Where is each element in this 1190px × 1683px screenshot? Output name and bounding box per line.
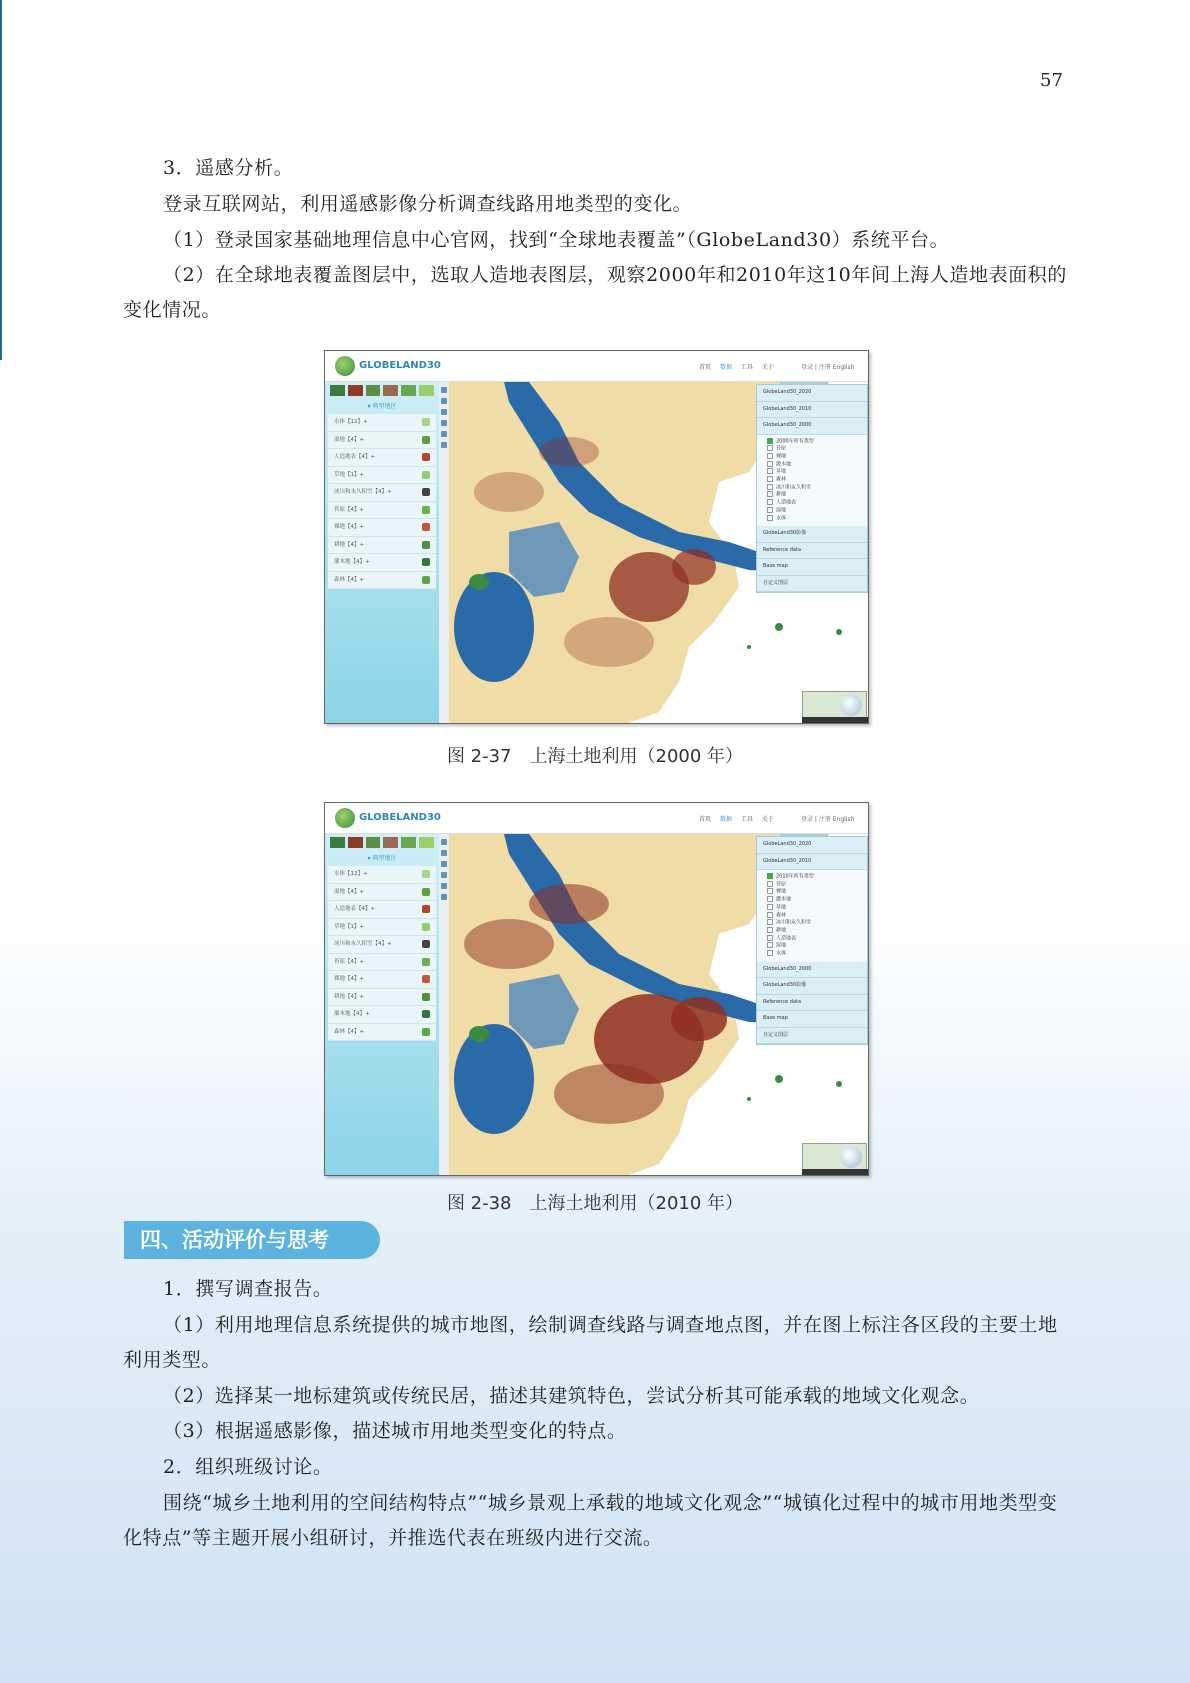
nav-data[interactable]: 数据	[719, 364, 732, 371]
overview-map[interactable]	[802, 1143, 867, 1172]
paragraph-task-1: 1．撰写调查报告。	[163, 1278, 333, 1300]
checklist-item[interactable]	[767, 904, 861, 912]
checklist-item[interactable]	[767, 515, 861, 523]
layer-label: 森林【4】+	[334, 1028, 365, 1035]
checkbox-icon	[767, 476, 773, 482]
layer-item[interactable]	[328, 519, 436, 537]
checkbox-icon	[767, 445, 773, 451]
panel-header[interactable]: 自定义图层	[757, 1028, 867, 1045]
layer-label: 人造地表【4】+	[334, 906, 376, 912]
layer-list	[328, 866, 436, 1041]
checklist-item[interactable]	[767, 950, 861, 958]
checklist-label: 冰川和永久积雪	[776, 484, 812, 491]
figure-screenshot-2000	[324, 350, 869, 724]
app-logo-text: GLOBELAND30	[359, 360, 441, 371]
checklist-label: 湿地	[776, 507, 787, 514]
nav-tools[interactable]: 工具	[740, 364, 753, 371]
checklist-label: 耕地	[776, 491, 787, 498]
layer-item[interactable]	[328, 919, 436, 937]
layer-item[interactable]	[328, 971, 436, 989]
section-heading: 四、活动评价与思考	[124, 1221, 380, 1259]
checkbox-icon	[767, 942, 773, 948]
layer-label: 草地【1】+	[334, 923, 365, 930]
checklist-item[interactable]	[767, 484, 861, 492]
paragraph-task-2-body: 围绕“城乡土地利用的空间结构特点”“城乡景观上承载的地域文化观念”“城镇化过程中的城市用地类型变化特点”等主题开展小组研讨，并推选代表在班级内进行交流。	[123, 1492, 1058, 1549]
layer-item[interactable]	[328, 954, 436, 972]
panel-header[interactable]: GlobeLand30_2000	[757, 962, 867, 979]
globe-logo-icon	[335, 808, 355, 828]
checkbox-icon	[767, 499, 773, 505]
legend-swatches	[325, 382, 439, 399]
panel-header[interactable]: GlobeLand30影像	[757, 978, 867, 995]
checklist-item[interactable]	[767, 888, 861, 896]
zoom-in-icon[interactable]	[441, 387, 447, 393]
checkbox-icon	[767, 935, 773, 941]
auth-links[interactable]: 登录 | 注册 English	[801, 816, 855, 823]
pan-icon[interactable]	[441, 861, 447, 867]
sidebar-title[interactable]: ▾ 典型地区	[367, 855, 397, 862]
checklist-label: 冰川和永久积雪	[776, 919, 812, 926]
layer-panel	[756, 836, 868, 1045]
measure-icon[interactable]	[441, 420, 447, 426]
checkbox-icon	[767, 927, 773, 933]
checklist-item[interactable]	[767, 461, 861, 469]
checklist-label: 人造地表	[776, 499, 797, 506]
page-edge-bar	[0, 0, 2, 360]
checklist-label: 耕地	[776, 927, 787, 934]
bareland-icon	[422, 523, 430, 531]
panel-header[interactable]: GlobeLand30_2000	[757, 418, 867, 435]
app-nav	[699, 814, 781, 823]
layer-item[interactable]	[328, 1024, 436, 1042]
auth-links[interactable]: 登录 | 注册 English	[801, 364, 855, 371]
water-icon	[422, 870, 430, 878]
layer-label: 灌木地【4】+	[334, 559, 370, 565]
checklist-label: 裸地	[776, 888, 787, 895]
forest-icon	[422, 1028, 430, 1036]
nav-home[interactable]: 首页	[699, 816, 712, 823]
checkbox-icon	[767, 491, 773, 497]
checklist-label: 水体	[776, 515, 787, 522]
panel-header[interactable]: GlobeLand30影像	[757, 526, 867, 543]
checkbox-icon	[767, 912, 773, 918]
shrub-icon	[422, 558, 430, 566]
checklist-label: 灌木地	[776, 896, 792, 903]
paragraph-task-2: 2．组织班级讨论。	[163, 1456, 333, 1478]
wetland-icon	[422, 436, 430, 444]
panel-header[interactable]: Base map	[757, 1011, 867, 1028]
zoom-out-icon[interactable]	[441, 398, 447, 404]
paragraph-step-1: （1）登录国家基础地理信息中心官网，找到“全球地表覆盖”（GlobeLand30）系统平台。	[163, 229, 950, 251]
paragraph-task-1-3: （3）根据遥感影像，描述城市用地类型变化的特点。	[163, 1420, 627, 1442]
layer-label: 人造地表【4】+	[334, 454, 376, 460]
map-toolbar	[439, 834, 449, 1175]
panel-header[interactable]: GlobeLand30_2010	[757, 854, 867, 871]
checklist-item[interactable]	[767, 881, 861, 889]
paragraph-task-1-2: （2）选择某一地标建筑或传统民居，描述其建筑特色，尝试分析其可能承载的地域文化观念。	[163, 1385, 980, 1407]
nav-data[interactable]: 数据	[719, 816, 732, 823]
panel-header[interactable]: GlobeLand30_2020	[757, 385, 867, 402]
type-checklist	[757, 870, 867, 962]
panel-header[interactable]: GlobeLand30_2010	[757, 402, 867, 419]
water-icon	[422, 418, 430, 426]
forest-icon	[422, 576, 430, 584]
nav-about[interactable]: 关于	[761, 364, 774, 371]
type-checklist	[757, 435, 867, 527]
caption-number: 图 2-37	[446, 746, 512, 767]
checkbox-icon	[767, 881, 773, 887]
figure-screenshot-2010	[324, 802, 869, 1176]
nav-about[interactable]: 关于	[761, 816, 774, 823]
layer-label: 水体【12】+	[334, 871, 368, 877]
checkbox-icon	[767, 888, 773, 894]
layer-item[interactable]	[328, 432, 436, 450]
checklist-item[interactable]	[767, 927, 861, 935]
checklist-item[interactable]	[767, 935, 861, 943]
checklist-item[interactable]	[767, 873, 861, 881]
panel-header[interactable]: Base map	[757, 559, 867, 576]
building-icon	[422, 905, 430, 913]
cropland-icon	[422, 541, 430, 549]
layer-label: 森林【4】+	[334, 576, 365, 583]
panel-header[interactable]: Reference data	[757, 995, 867, 1012]
layer-item[interactable]	[328, 572, 436, 590]
checkbox-icon	[767, 896, 773, 902]
layer-label: 苔原【4】+	[334, 506, 365, 513]
legend-swatches	[325, 834, 439, 851]
layer-item[interactable]	[328, 414, 436, 432]
checklist-item[interactable]	[767, 507, 861, 515]
layer-label: 裸地【4】+	[334, 524, 365, 530]
cropland-icon	[422, 993, 430, 1001]
checklist-label: 草地	[776, 468, 787, 475]
layers-tool-icon[interactable]	[441, 883, 447, 889]
layer-item[interactable]	[328, 936, 436, 954]
checklist-item[interactable]	[767, 438, 861, 446]
sidebar-title[interactable]: ▾ 典型地区	[367, 403, 397, 410]
grass-icon	[422, 471, 430, 479]
layer-item[interactable]	[328, 901, 436, 919]
checklist-label: 森林	[776, 912, 787, 919]
paragraph-step-2: （2）在全球地表覆盖图层中，选取人造地表图层，观察2000年和2010年这10年间上海人造地表面积的变化情况。	[123, 264, 1067, 321]
layer-item[interactable]	[328, 989, 436, 1007]
layer-label: 灌木地【4】+	[334, 1011, 370, 1017]
pan-icon[interactable]	[441, 409, 447, 415]
panel-header[interactable]: 自定义图层	[757, 576, 867, 593]
checklist-label: 苔原	[776, 445, 787, 452]
layer-label: 冰川和永久积雪【4】+	[334, 489, 392, 495]
checklist-item[interactable]	[767, 468, 861, 476]
app-sidebar	[325, 834, 439, 1175]
checklist-item[interactable]	[767, 453, 861, 461]
layer-list	[328, 414, 436, 589]
checklist-label: 草地	[776, 904, 787, 911]
checklist-item[interactable]	[767, 476, 861, 484]
checkbox-icon	[767, 904, 773, 910]
layer-label: 湿地【4】+	[334, 436, 365, 443]
checklist-item[interactable]	[767, 942, 861, 950]
app-header	[325, 803, 868, 834]
checklist-label: 裸地	[776, 453, 787, 460]
layer-label: 水体【12】+	[334, 419, 368, 425]
checkbox-icon	[767, 919, 773, 925]
app-sidebar	[325, 382, 439, 723]
checklist-label: 水体	[776, 950, 787, 957]
page-number: 57	[1040, 70, 1063, 91]
layer-item[interactable]	[328, 484, 436, 502]
checklist-item[interactable]	[767, 896, 861, 904]
panel-header[interactable]: GlobeLand30_2020	[757, 837, 867, 854]
layer-label: 耕地【4】+	[334, 541, 365, 548]
checkbox-icon	[767, 484, 773, 490]
figure-caption-2000	[0, 742, 1190, 768]
layer-item[interactable]	[328, 502, 436, 520]
checkbox-icon	[767, 453, 773, 459]
layer-item[interactable]	[328, 467, 436, 485]
bareland-icon	[422, 975, 430, 983]
app-header	[325, 351, 868, 382]
checklist-title: 2000年所有类型	[776, 438, 814, 444]
layer-item[interactable]	[328, 554, 436, 572]
checklist-item[interactable]	[767, 912, 861, 920]
panel-header[interactable]: Reference data	[757, 543, 867, 560]
layers-tool-icon[interactable]	[441, 431, 447, 437]
layer-label: 草地【1】+	[334, 471, 365, 478]
checklist-title: 2010年所有类型	[776, 873, 814, 880]
status-bar	[802, 717, 868, 723]
checkbox-icon	[767, 468, 773, 474]
nav-tools[interactable]: 工具	[740, 816, 753, 823]
layer-label: 湿地【4】+	[334, 888, 365, 895]
caption-text: 上海土地利用（2000 年）	[529, 746, 744, 767]
zoom-in-icon[interactable]	[441, 839, 447, 845]
checkbox-icon	[767, 873, 773, 879]
globe-icon	[840, 1146, 862, 1168]
paragraph-step-3: 3．遥感分析。	[163, 157, 294, 179]
layer-panel	[756, 384, 868, 593]
caption-number: 图 2-38	[446, 1193, 512, 1214]
checklist-item[interactable]	[767, 491, 861, 499]
checkbox-icon	[767, 515, 773, 521]
layer-label: 冰川和永久积雪【4】+	[334, 941, 392, 947]
layer-item[interactable]	[328, 884, 436, 902]
building-icon	[422, 453, 430, 461]
checklist-label: 苔原	[776, 881, 787, 888]
layer-item[interactable]	[328, 866, 436, 884]
paragraph-login: 登录互联网站，利用遥感影像分析调查线路用地类型的变化。	[163, 193, 693, 215]
map-toolbar	[439, 382, 449, 723]
checklist-label: 湿地	[776, 942, 787, 949]
layer-label: 耕地【4】+	[334, 993, 365, 1000]
shrub-icon	[422, 1010, 430, 1018]
layer-item[interactable]	[328, 449, 436, 467]
layer-item[interactable]	[328, 537, 436, 555]
checkbox-icon	[767, 461, 773, 467]
zoom-out-icon[interactable]	[441, 850, 447, 856]
tundra-icon	[422, 958, 430, 966]
checkbox-icon	[767, 438, 773, 444]
grass-icon	[422, 923, 430, 931]
print-icon[interactable]	[441, 442, 447, 448]
caption-text: 上海土地利用（2010 年）	[529, 1193, 744, 1214]
overview-map[interactable]	[802, 691, 867, 720]
snow-icon	[422, 940, 430, 948]
tundra-icon	[422, 506, 430, 514]
measure-icon[interactable]	[441, 872, 447, 878]
nav-home[interactable]: 首页	[699, 364, 712, 371]
checklist-item[interactable]	[767, 919, 861, 927]
checklist-label: 人造地表	[776, 935, 797, 942]
layer-item[interactable]	[328, 1006, 436, 1024]
figure-caption-2010	[0, 1189, 1190, 1215]
wetland-icon	[422, 888, 430, 896]
snow-icon	[422, 488, 430, 496]
status-bar	[802, 1169, 868, 1175]
checklist-label: 灌木地	[776, 461, 792, 468]
paragraph-task-1-1: （1）利用地理信息系统提供的城市地图，绘制调查线路与调查地点图，并在图上标注各区段的主要土地利用类型。	[123, 1314, 1058, 1371]
layer-label: 苔原【4】+	[334, 958, 365, 965]
globe-icon	[840, 694, 862, 716]
checkbox-icon	[767, 950, 773, 956]
checklist-label: 森林	[776, 476, 787, 483]
print-icon[interactable]	[441, 894, 447, 900]
app-logo-text: GLOBELAND30	[359, 812, 441, 823]
layer-label: 裸地【4】+	[334, 976, 365, 982]
checklist-item[interactable]	[767, 445, 861, 453]
globe-logo-icon	[335, 356, 355, 376]
checkbox-icon	[767, 507, 773, 513]
checklist-item[interactable]	[767, 499, 861, 507]
app-nav	[699, 362, 781, 371]
